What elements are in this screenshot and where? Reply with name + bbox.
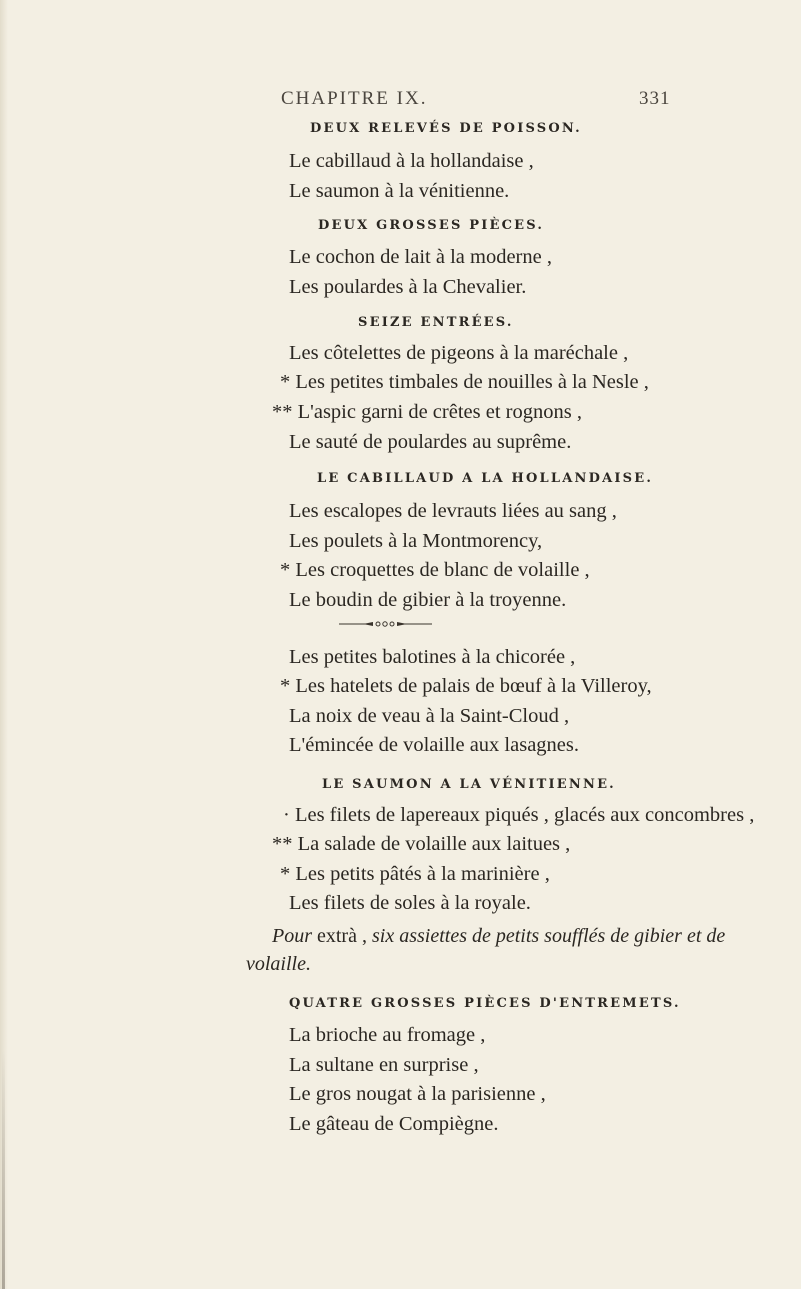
menu-line: Le gros nougat à la parisienne ,: [289, 1083, 546, 1105]
menu-line: ** La salade de volaille aux laitues ,: [272, 833, 571, 855]
menu-line: Les escalopes de levrauts liées au sang ,: [289, 500, 617, 522]
menu-line: Les filets de soles à la royale.: [289, 892, 531, 914]
menu-line: Les poulets à la Montmorency,: [289, 530, 543, 552]
menu-line: Les poulardes à la Chevalier.: [289, 276, 527, 298]
footnote-marker: *: [280, 371, 291, 393]
footnote-marker: **: [272, 833, 293, 855]
running-head: [0, 88, 801, 114]
footnote-marker: **: [272, 401, 293, 423]
margin-mark: [2, 1050, 5, 1289]
section-heading: DEUX RELEVÉS DE POISSON.: [310, 121, 582, 136]
menu-line: Le sauté de poulardes au suprême.: [289, 431, 572, 453]
menu-line: Les petites balotines à la chicorée ,: [289, 646, 576, 668]
section-heading: QUATRE GROSSES PIÈCES D'ENTREMETS.: [289, 996, 681, 1011]
section-heading: SEIZE ENTRÉES.: [358, 315, 514, 330]
section-heading: LE CABILLAUD A LA HOLLANDAISE.: [317, 471, 654, 486]
menu-line: Le cabillaud à la hollandaise ,: [289, 150, 534, 172]
menu-line: Le boudin de gibier à la troyenne.: [289, 589, 567, 611]
menu-line: La brioche au fromage ,: [289, 1024, 486, 1046]
menu-line: * Les hatelets de palais de bœuf à la Villeroy,: [280, 675, 652, 697]
chapter-title: CHAPITRE IX.: [281, 88, 428, 109]
page-number: 331: [639, 88, 671, 109]
extra-note-continuation: volaille.: [246, 953, 311, 975]
section-heading: LE SAUMON A LA VÉNITIENNE.: [322, 777, 616, 792]
menu-line: Le cochon de lait à la moderne ,: [289, 246, 552, 268]
footnote-marker: ·: [283, 804, 290, 826]
menu-line: · Les filets de lapereaux piqués , glacés aux concombres ,: [283, 804, 755, 826]
menu-line: La noix de veau à la Saint-Cloud ,: [289, 705, 570, 727]
menu-line: La sultane en surprise ,: [289, 1054, 479, 1076]
menu-line: Les côtelettes de pigeons à la maréchale ,: [289, 342, 629, 364]
footnote-marker: *: [280, 675, 291, 697]
menu-line: * Les petites timbales de nouilles à la Nesle ,: [280, 371, 649, 393]
menu-line: L'émincée de volaille aux lasagnes.: [289, 734, 580, 756]
footnote-marker: *: [280, 863, 291, 885]
menu-line: * Les croquettes de blanc de volaille ,: [280, 559, 590, 581]
ornament-divider: [339, 620, 432, 628]
extra-note: Pour extrà , six assiettes de petits soufflés de gibier et de: [272, 925, 726, 947]
footnote-marker: *: [280, 559, 291, 581]
menu-line: ** L'aspic garni de crêtes et rognons ,: [272, 401, 582, 423]
section-heading: DEUX GROSSES PIÈCES.: [318, 218, 545, 233]
menu-line: * Les petits pâtés à la marinière ,: [280, 863, 550, 885]
menu-line: Le saumon à la vénitienne.: [289, 180, 510, 202]
menu-line: Le gâteau de Compiègne.: [289, 1113, 499, 1135]
